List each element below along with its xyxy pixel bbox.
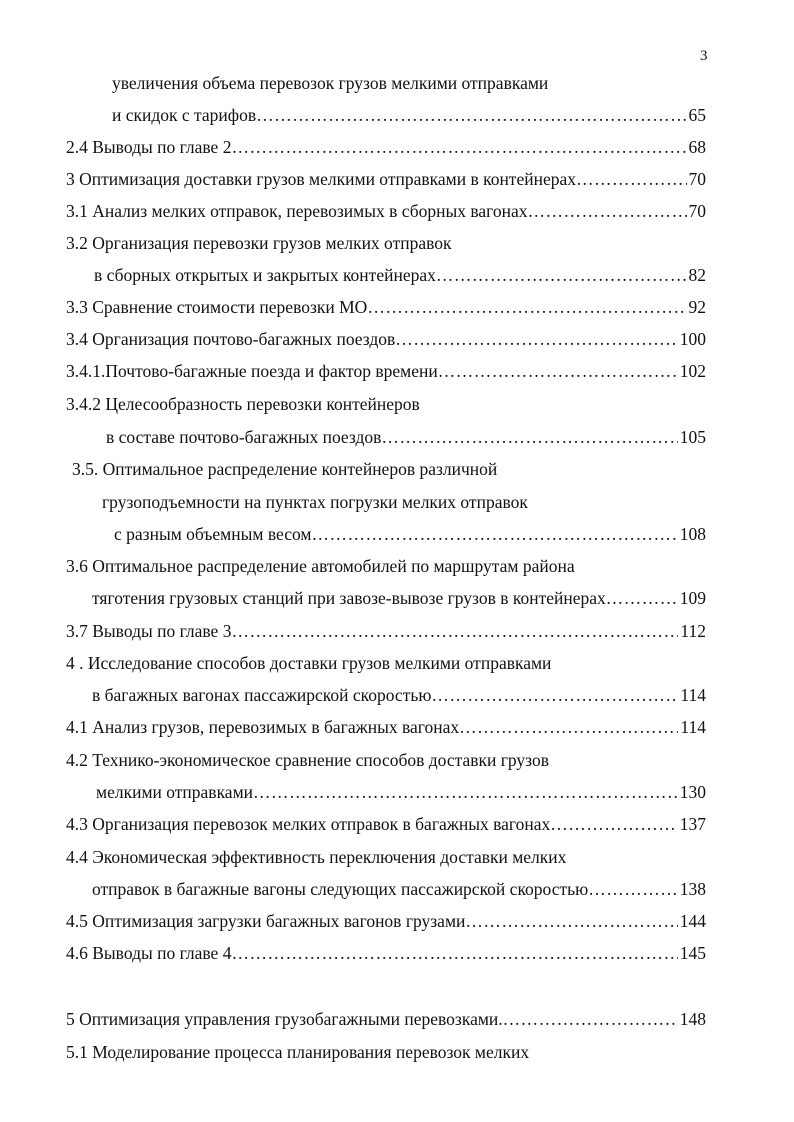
toc-entry-page: 137 [679,814,706,834]
toc-entry [66,296,706,318]
toc-entry-title: отправок в багажные вагоны следующих пассажирской скоростью [92,879,589,899]
toc-line: увеличения объема перевозок грузов мелкими отправками [112,73,549,93]
toc-entry-page: 82 [688,265,706,285]
dot-leader [256,104,686,126]
toc-entry-title: 5 Оптимизация управления грузобагажными перевозками. [66,1009,503,1029]
toc-entry [112,104,706,126]
toc-entry-title: 2.4 Выводы по главе 2 [66,137,232,157]
toc-line: 3.5. Оптимальное распределение контейнеров различной [72,459,498,479]
toc-entry-page: 148 [679,1009,706,1029]
toc-entry-title: 4.6 Выводы по главе 4 [66,943,232,963]
toc-line: 4.2 Технико-экономическое сравнение способов доставки грузов [66,750,550,770]
toc-entry-title: в багажных вагонах пассажирской скоростью [92,685,432,705]
toc-entry [66,813,706,835]
toc-entry [66,168,706,190]
toc-entry-page: 102 [679,361,706,381]
toc-entry-title: и скидок с тарифов [112,105,257,125]
dot-leader [395,328,677,350]
toc-entry [114,523,706,545]
toc-line: грузоподъемности на пунктах погрузки мелких отправок [102,492,528,512]
page-number: 3 [700,48,708,64]
dot-leader [588,878,678,900]
dot-leader [503,1008,678,1030]
toc-entry [92,587,706,609]
toc-line: 4 . Исследование способов доставки грузов мелкими отправками [66,653,552,673]
dot-leader [231,136,686,158]
toc-entry [66,136,706,158]
toc-entry-title: 3.7 Выводы по главе 3 [66,621,232,641]
toc-entry-page: 68 [688,137,706,157]
dot-leader [311,523,677,545]
dot-leader [253,781,678,803]
toc-entry [96,781,706,803]
dot-leader [231,620,678,642]
toc-entry-page: 100 [679,329,706,349]
dot-leader [576,168,687,190]
toc-entry-title: 4.3 Организация перевозок мелких отправок в багажных вагонах [66,814,551,834]
toc-line: 4.4 Экономическая эффективность переключения доставки мелких [66,847,567,867]
toc-entry-page: 112 [680,621,706,641]
toc-entry [66,360,706,382]
toc-entry-page: 92 [688,297,706,317]
toc-entry-title: 3.3 Сравнение стоимости перевозки МО [66,297,368,317]
toc-entry [66,942,706,964]
toc-entry [66,910,706,932]
toc-entry-title: 3.4.1.Почтово-багажные поезда и фактор времени [66,361,438,381]
toc-entry-page: 65 [688,105,706,125]
toc-entry-page: 130 [679,782,706,802]
dot-leader [465,910,677,932]
toc-line: 3.4.2 Целесообразность перевозки контейнеров [66,394,420,414]
toc-entry [66,328,706,350]
dot-leader [528,200,687,222]
dot-leader [367,296,686,318]
toc-entry-title: мелкими отправками [96,782,254,802]
toc-entry-title: 4.5 Оптимизация загрузки багажных вагонов грузами [66,911,466,931]
toc-entry-title: 3.4 Организация почтово-багажных поездов [66,329,396,349]
toc-entry-title: в сборных открытых и закрытых контейнерах [94,265,436,285]
dot-leader [438,360,678,382]
dot-leader [606,587,678,609]
toc-entry-title: в составе почтово-багажных поездов [106,427,382,447]
toc-entry-page: 144 [679,911,706,931]
toc-entry [92,878,706,900]
toc-entry [66,716,706,738]
toc-entry [94,264,706,286]
dot-leader [381,426,677,448]
toc-entry-page: 114 [680,717,706,737]
toc-entry-page: 70 [688,201,706,221]
toc-entry-page: 138 [679,879,706,899]
dot-leader [459,716,678,738]
dot-leader [431,684,678,706]
toc-entry-page: 105 [679,427,706,447]
toc-entry [106,426,706,448]
toc-line: 3.2 Организация перевозки грузов мелких отправок [66,233,452,253]
toc-line: 3.6 Оптимальное распределение автомобилей по маршрутам района [66,556,575,576]
toc-entry [66,620,706,642]
toc-entry-title: с разным объемным весом [114,524,312,544]
dot-leader [436,264,687,286]
dot-leader [231,942,677,964]
toc-entry-page: 114 [680,685,706,705]
toc-entry-title: 3 Оптимизация доставки грузов мелкими отправками в контейнерах [66,169,576,189]
toc-entry-page: 109 [679,588,706,608]
toc-entry-page: 108 [679,524,706,544]
toc-entry [66,200,706,222]
toc-entry-title: тяготения грузовых станций при завозе-вывозе грузов в контейнерах [92,588,606,608]
toc-entry-title: 3.1 Анализ мелких отправок, перевозимых в сборных вагонах [66,201,528,221]
toc-line: 5.1 Моделирование процесса планирования перевозок мелких [66,1042,530,1062]
toc-entry-page: 70 [688,169,706,189]
toc-entry [66,1008,706,1030]
dot-leader [550,813,677,835]
toc-entry-title: 4.1 Анализ грузов, перевозимых в багажных вагонах [66,717,460,737]
toc-entry-page: 145 [679,943,706,963]
toc-entry [92,684,706,706]
